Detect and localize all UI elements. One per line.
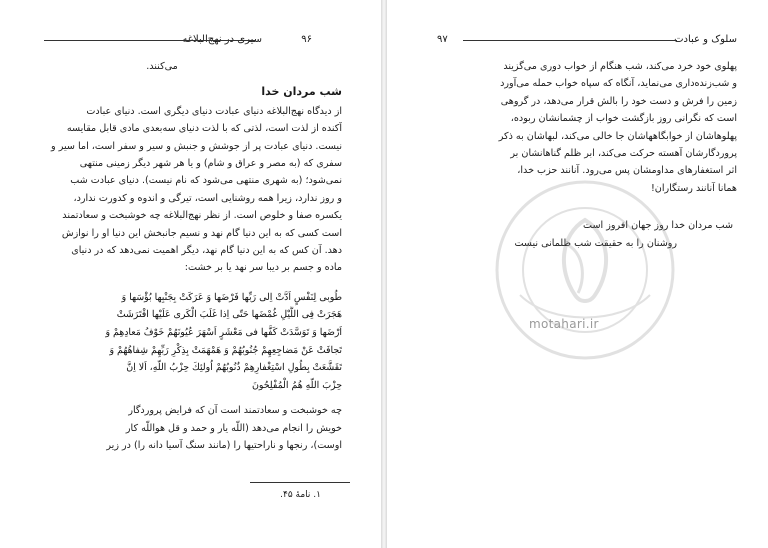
footnote: ۱. نامهٔ ۴۵.: [280, 490, 321, 500]
body-line: اثر استغفارهای مداومشان پس می‌رود. آنانند حزب خدا،: [517, 165, 737, 177]
left-page-body: [42, 58, 342, 455]
arabic-line: تَقَشَّعَتْ بِطُولِ اسْتِغْفارِهِمْ ذُنُوبُهُمْ اُولئِكَ حِزْبُ اللّهِ، اَلا اِنَّ: [126, 362, 342, 374]
arabic-quotation: [42, 289, 342, 395]
verse-line: شب مردان خدا روز جهان افروز است: [583, 220, 733, 232]
body-line: پهلوهاشان از خوابگاههاشان جا خالی می‌کند، لبهاشان به ذکر: [498, 130, 737, 142]
body-line: و شب‌زنده‌داری می‌نماید، آنگاه که سپاه خواب حمله می‌آورد: [500, 78, 737, 90]
body-line: از دیدگاه نهج‌البلاغه دنیای عبادت دنیای دیگری است. دنیای عبادت: [86, 105, 342, 117]
body-line: دهد. آن کس که به این دنیا گام نهد، دیگر اهمیت نمی‌دهد که در دنیای: [71, 245, 342, 257]
arabic-line: طُوبى لِنَفْسٍ اَدَّتْ اِلى رَبِّها فَرْضَها وَ عَرَكَتْ بِجَنْبِها بُؤْسَها وَ: [121, 291, 342, 303]
right-page: [387, 0, 768, 548]
left-page: [0, 0, 381, 548]
body-line: سفری که (به مصر و عراق و شام) و یا هر شهر دیگر زمینی منتهی: [79, 158, 342, 170]
left-page-number: ۹۶: [301, 34, 312, 45]
body-line: همانا آنانند رستگاران!: [650, 182, 737, 194]
section-heading: شب مردان خدا: [261, 85, 342, 99]
body-line: است که نگرانی روز بازگشت خواب از چشمانشان ربوده،: [510, 113, 737, 125]
body-line: یکسره صفا و خلوص است. از نظر نهج‌البلاغه چه خوشبخت و سعادتمند: [62, 210, 342, 222]
body-line: نمی‌شود؛ (به شهری منتهی می‌شود که نام نیست). دنیای عبادت شب: [70, 175, 342, 187]
right-page-body: [439, 58, 737, 252]
header-rule: [44, 40, 256, 41]
right-page-header: [437, 33, 737, 47]
body-line: زمین را فرش و دست خود را بالش قرار می‌دهد، در گروهی: [500, 95, 737, 107]
left-page-header: [42, 33, 342, 47]
body-line: نیست. دنیای عبادت پر از جوشش و جنبش و سیر و سفر است، اما سیر و: [51, 140, 342, 152]
body-line: پروردگارشان آهسته حرکت می‌کند، ابر ظلم گناهانشان بر: [510, 148, 737, 160]
right-page-number: ۹۷: [437, 34, 448, 45]
left-running-title: سیری در نهج‌البلاغه: [182, 34, 262, 45]
arabic-line: هَجَرَتْ فِى اللَّيْلِ غُمْضَها حَتّى اِذا غَلَبَ الْكَرى عَلَيْها افْتَرَشَتْ: [116, 309, 342, 321]
right-running-title: سلوک و عبادت: [674, 34, 737, 45]
header-rule: [463, 40, 677, 41]
arabic-line: حِزْبَ اللّهِ هُمُ الْمُفْلِحُونَ: [251, 379, 342, 391]
arabic-line: تَجافَتْ عَنْ مَضاجِعِهِمْ جُنُوبُهُمْ وَ هَمْهَمَتْ بِذِكْرِ رَبِّهِمْ شِفاهُهُمْ وَ: [109, 344, 342, 356]
body-line: اوست)، رنجها و ناراحتیها را (مانند سنگ آسیا دانه را) در زیر: [106, 440, 342, 452]
watermark-text: motahari.ir: [529, 317, 599, 331]
body-line: ماده و جسم بر دیبا سر نهد یا بر خشت:: [184, 262, 342, 274]
body-line: چه خوشبخت و سعادتمند است آن که فرایض پروردگار: [128, 405, 342, 417]
arabic-line: اَرْضَها وَ تَوَسَّدَتْ كَفَّها فى مَعْشَرٍ اَسْهَرَ عُيُونَهُمْ خَوْفُ مَعادِهِمْ وَ: [105, 327, 342, 339]
continuation-text: می‌کنند.: [146, 61, 178, 72]
poem-verse: [439, 217, 737, 252]
body-line: پهلوی خود خرد می‌کند، شب هنگام از خواب دوری می‌گزیند: [503, 61, 737, 72]
body-line: خویش را انجام می‌دهد (اللّه یار و حمد و قل هواللّه کار: [125, 422, 342, 434]
body-line: و روز ندارد، زیرا همه روشنایی است، تیرگی و اندوه و کدورت ندارد،: [73, 192, 342, 204]
body-line: آکنده از لذت است، لذتی که با لذت دنیای سه‌بعدی مادی قابل مقایسه: [66, 123, 342, 135]
body-line: است کسی که به این دنیا گام نهد و نسیم جانبخش این دنیا او را نوازش: [61, 227, 342, 239]
verse-line: روشنان را به حقیقت شب ظلمانی نیست: [514, 237, 677, 249]
footnote-rule: [250, 482, 350, 483]
